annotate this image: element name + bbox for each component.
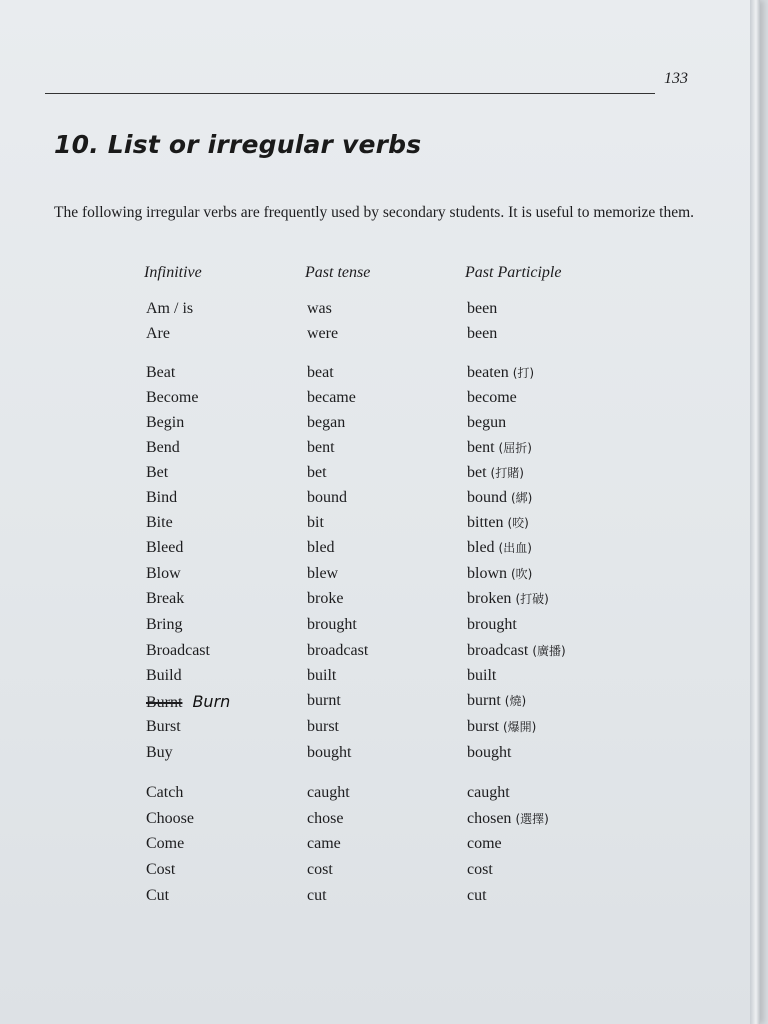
- infinitive-text: Break: [146, 590, 185, 607]
- section-title: 10. List or irregular verbs: [54, 130, 422, 159]
- past-participle-text: been: [467, 300, 498, 317]
- past-participle-cell: [467, 692, 526, 710]
- infinitive-cell: [146, 590, 184, 608]
- verb-row: [0, 565, 760, 589]
- infinitive-text: Beat: [146, 364, 176, 381]
- infinitive-cell: [146, 300, 193, 318]
- past-participle-cell: [467, 667, 496, 685]
- infinitive-cell: [146, 514, 173, 532]
- chinese-translation: (吹): [511, 567, 533, 581]
- verb-row: [0, 616, 760, 640]
- infinitive-cell: [146, 887, 169, 905]
- chinese-translation: (打賭): [490, 466, 524, 480]
- infinitive-text: Catch: [146, 784, 184, 801]
- verb-row: [0, 464, 760, 488]
- verb-row: [0, 887, 760, 911]
- past-participle-cell: [467, 642, 566, 660]
- past-tense-cell: caught: [307, 784, 350, 801]
- past-tense-cell: bet: [307, 464, 327, 481]
- infinitive-cell: [146, 414, 184, 432]
- infinitive-cell: [146, 464, 168, 482]
- infinitive-cell: [146, 616, 182, 634]
- past-participle-text: chosen: [467, 810, 512, 827]
- past-participle-cell: [467, 718, 536, 736]
- verb-row: [0, 489, 760, 513]
- verb-row: [0, 364, 760, 388]
- past-participle-cell: [467, 300, 497, 318]
- past-tense-cell: chose: [307, 810, 344, 827]
- past-participle-text: begun: [467, 414, 507, 431]
- past-tense-cell: brought: [307, 616, 357, 633]
- past-participle-cell: [467, 464, 524, 482]
- chinese-translation: (選擇): [515, 812, 549, 826]
- infinitive-cell: [146, 642, 210, 660]
- infinitive-text: Build: [146, 667, 182, 684]
- past-participle-text: bought: [467, 744, 512, 761]
- past-participle-cell: [467, 325, 497, 343]
- past-participle-cell: [467, 835, 502, 853]
- past-tense-cell: were: [307, 325, 339, 342]
- verb-row: [0, 784, 760, 808]
- chinese-translation: (咬): [507, 516, 529, 530]
- verb-row: [0, 744, 760, 768]
- past-participle-text: caught: [467, 784, 510, 801]
- past-tense-cell: bound: [307, 489, 347, 506]
- infinitive-text: Burnt: [146, 694, 183, 711]
- past-participle-cell: [467, 887, 487, 905]
- past-participle-cell: [467, 590, 549, 608]
- past-participle-text: cost: [467, 861, 493, 878]
- past-participle-cell: [467, 489, 532, 507]
- past-participle-cell: [467, 389, 517, 407]
- past-participle-text: bound: [467, 489, 507, 506]
- column-header-past-participle: Past Participle: [465, 264, 562, 281]
- past-tense-cell: blew: [307, 565, 339, 582]
- past-tense-cell: beat: [307, 364, 334, 381]
- past-tense-cell: burst: [307, 718, 339, 735]
- past-participle-cell: [467, 784, 510, 802]
- past-participle-cell: [467, 364, 534, 382]
- infinitive-cell: [146, 364, 175, 382]
- intro-paragraph: The following irregular verbs are frequently used by secondary students. It is useful to memorize them.: [54, 204, 695, 221]
- past-tense-cell: was: [307, 300, 332, 317]
- past-participle-text: broken: [467, 590, 512, 607]
- past-participle-text: bent: [467, 439, 495, 456]
- infinitive-text: Buy: [146, 744, 173, 761]
- past-participle-text: burnt: [467, 692, 501, 709]
- past-tense-cell: became: [307, 389, 356, 406]
- infinitive-cell: [146, 489, 177, 507]
- past-tense-cell: came: [307, 835, 341, 852]
- chinese-translation: (屈折): [498, 441, 532, 455]
- infinitive-text: Become: [146, 389, 199, 406]
- infinitive-cell: [146, 718, 181, 736]
- past-tense-cell: bent: [307, 439, 335, 456]
- past-participle-text: brought: [467, 616, 517, 633]
- verb-row: [0, 861, 760, 885]
- verb-row: [0, 667, 760, 691]
- infinitive-cell: [146, 810, 194, 828]
- verb-row: [0, 389, 760, 413]
- past-tense-cell: cost: [307, 861, 333, 878]
- handwritten-correction: Burn: [192, 692, 231, 711]
- past-tense-cell: began: [307, 414, 346, 431]
- past-participle-cell: [467, 439, 532, 457]
- infinitive-cell: [146, 389, 198, 407]
- past-tense-cell: bled: [307, 539, 335, 556]
- past-participle-cell: [467, 810, 549, 828]
- past-participle-text: burst: [467, 718, 499, 735]
- infinitive-text: Am / is: [146, 300, 194, 317]
- verb-row: [0, 300, 760, 324]
- infinitive-text: Bet: [146, 464, 169, 481]
- infinitive-text: Bite: [146, 514, 173, 531]
- infinitive-text: Cut: [146, 887, 170, 904]
- infinitive-cell: [146, 835, 184, 853]
- infinitive-text: Broadcast: [146, 642, 210, 659]
- infinitive-text: Cost: [146, 861, 176, 878]
- past-participle-cell: [467, 539, 532, 557]
- column-header-past-tense: Past tense: [305, 264, 371, 281]
- infinitive-cell: [146, 692, 230, 712]
- verb-row: [0, 514, 760, 538]
- past-participle-text: bet: [467, 464, 487, 481]
- chinese-translation: (綁): [511, 491, 533, 505]
- past-participle-text: become: [467, 389, 517, 406]
- chinese-translation: (爆開): [503, 720, 537, 734]
- verb-row: [0, 439, 760, 463]
- verb-row: [0, 325, 760, 349]
- past-participle-cell: [467, 414, 506, 432]
- past-participle-text: been: [467, 325, 498, 342]
- infinitive-cell: [146, 325, 170, 343]
- past-participle-text: cut: [467, 887, 487, 904]
- past-participle-cell: [467, 514, 529, 532]
- verb-row: [0, 642, 760, 666]
- past-participle-text: bled: [467, 539, 495, 556]
- chinese-translation: (出血): [498, 541, 532, 555]
- past-tense-cell: broke: [307, 590, 344, 607]
- verb-row: [0, 718, 760, 742]
- past-participle-text: broadcast: [467, 642, 529, 659]
- past-tense-cell: broadcast: [307, 642, 369, 659]
- chinese-translation: (燒): [504, 694, 527, 708]
- verb-row: [0, 692, 760, 716]
- infinitive-text: Begin: [146, 414, 185, 431]
- infinitive-text: Bleed: [146, 539, 184, 556]
- infinitive-cell: [146, 667, 182, 685]
- chinese-translation: (打): [512, 366, 535, 380]
- past-participle-cell: [467, 744, 511, 762]
- verb-row: [0, 414, 760, 438]
- past-tense-cell: built: [307, 667, 337, 684]
- verb-row: [0, 539, 760, 563]
- column-header-infinitive: Infinitive: [144, 264, 202, 281]
- infinitive-text: Blow: [146, 565, 181, 582]
- verb-row: [0, 810, 760, 834]
- infinitive-cell: [146, 784, 183, 802]
- infinitive-text: Are: [146, 325, 170, 342]
- infinitive-text: Come: [146, 835, 185, 852]
- past-participle-cell: [467, 616, 517, 634]
- past-tense-cell: burnt: [307, 692, 341, 709]
- verb-row: [0, 835, 760, 859]
- infinitive-text: Bend: [146, 439, 180, 456]
- past-participle-text: built: [467, 667, 497, 684]
- infinitive-text: Bind: [146, 489, 178, 506]
- verb-row: [0, 590, 760, 614]
- header-rule: [45, 93, 655, 94]
- infinitive-cell: [146, 539, 183, 557]
- page-number: 133: [664, 70, 688, 87]
- past-participle-text: blown: [467, 565, 507, 582]
- chinese-translation: (廣播): [532, 644, 566, 658]
- past-participle-text: bitten: [467, 514, 504, 531]
- infinitive-cell: [146, 565, 181, 583]
- past-tense-cell: bought: [307, 744, 352, 761]
- chinese-translation: (打破): [515, 592, 549, 606]
- past-participle-cell: [467, 861, 493, 879]
- past-tense-cell: bit: [307, 514, 324, 531]
- past-participle-text: come: [467, 835, 502, 852]
- past-tense-cell: cut: [307, 887, 327, 904]
- infinitive-cell: [146, 439, 180, 457]
- infinitive-text: Bring: [146, 616, 183, 633]
- infinitive-text: Burst: [146, 718, 181, 735]
- past-participle-cell: [467, 565, 532, 583]
- infinitive-cell: [146, 861, 175, 879]
- infinitive-cell: [146, 744, 173, 762]
- infinitive-text: Choose: [146, 810, 194, 827]
- past-participle-text: beaten: [467, 364, 509, 381]
